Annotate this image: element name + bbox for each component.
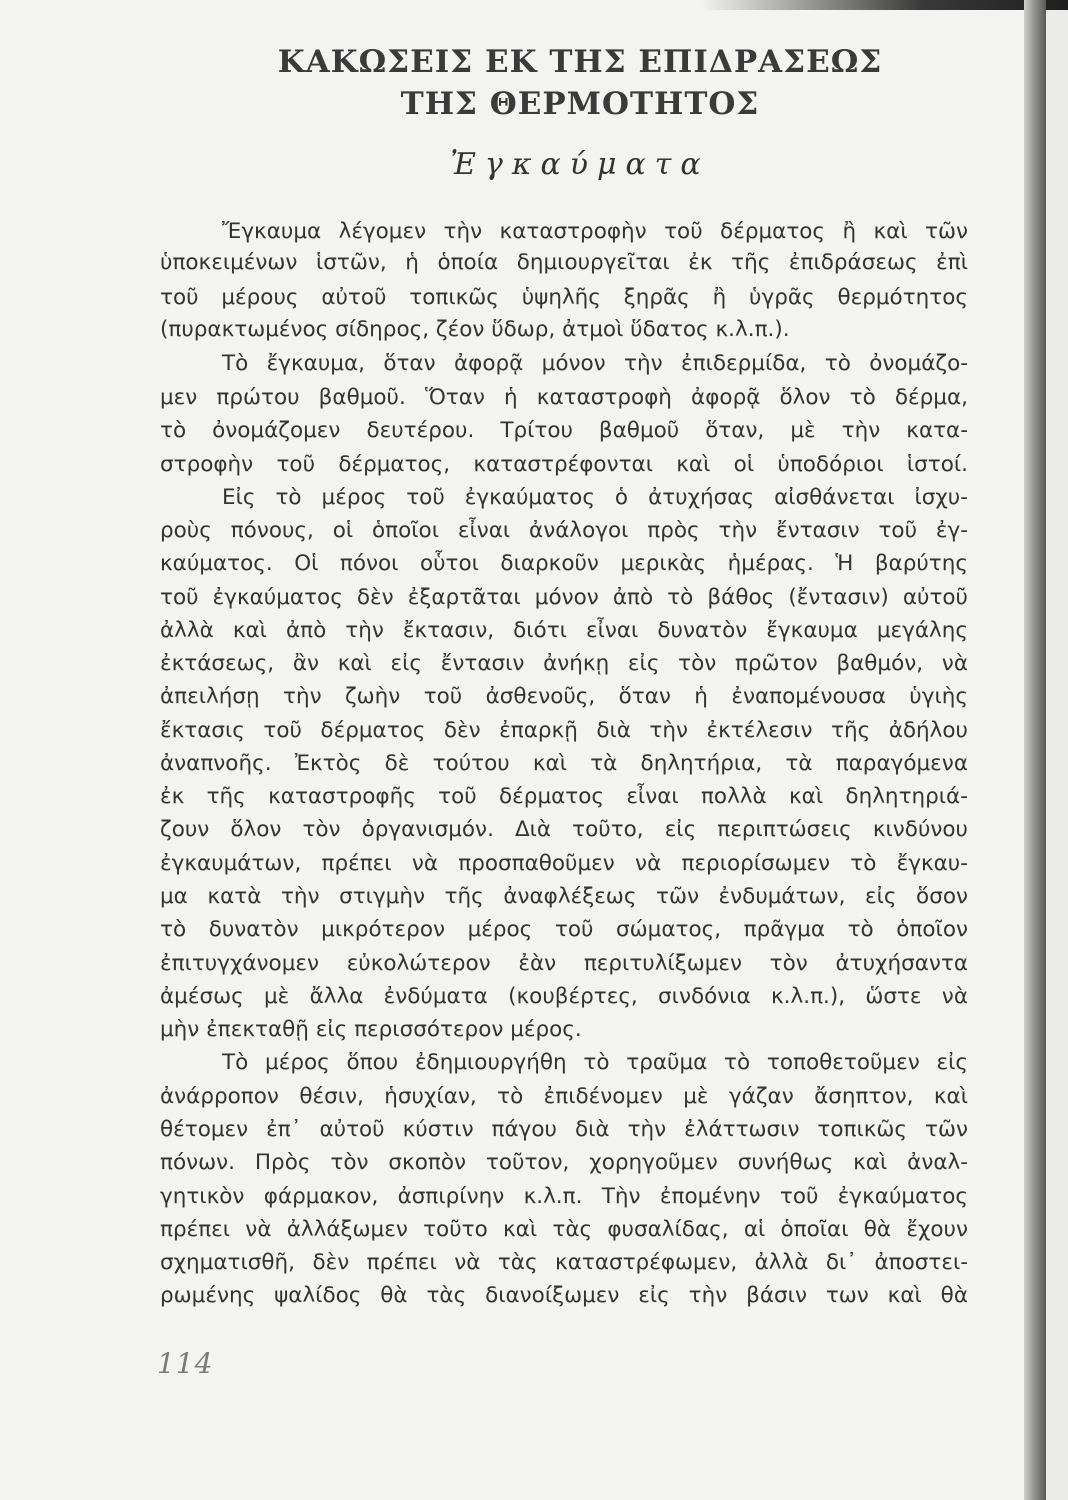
- text-line: τοῦ ἐγκαύματος δὲν ἐξαρτᾶται μόνον ἀπὸ τὸ βάθος (ἔντασιν) αὐτοῦ: [160, 585, 968, 610]
- text-line: ἀναπνοῆς. Ἐκτὸς δὲ τούτου καὶ τὰ δηλητήρια, τὰ παραγόμενα: [160, 751, 968, 776]
- text-line: ἐγκαυμάτων, πρέπει νὰ προσπαθοῦμεν νὰ περιορίσωμεν τὸ ἔγκαυ-: [160, 851, 968, 876]
- text-line: πρέπει νὰ ἀλλάξωμεν τοῦτο καὶ τὰς φυσαλίδας, αἱ ὁποῖαι θὰ ἔχουν: [160, 1217, 968, 1242]
- text-line: ἀλλὰ καὶ ἀπὸ τὴν ἔκτασιν, διότι εἶναι δυνατὸν ἔγκαυμα μεγάλης: [160, 618, 968, 643]
- text-line: στροφὴν τοῦ δέρματος, καταστρέφονται καὶ οἱ ὑποδόριοι ἱστοί.: [160, 452, 968, 477]
- text-line: ζουν ὅλον τὸν ὀργανισμόν. Διὰ τοῦτο, εἰς περιπτώσεις κινδύνου: [160, 817, 968, 842]
- text-line: ἀνάρροπον θέσιν, ἡσυχίαν, τὸ ἐπιδένομεν μὲ γάζαν ἄσηπτον, καὶ: [160, 1084, 968, 1109]
- text-line: ὑποκειμένων ἱστῶν, ἡ ὁποία δημιουργεῖται ἐκ τῆς ἐπιδράσεως ἐπὶ: [160, 250, 968, 275]
- text-line: πόνων. Πρὸς τὸν σκοπὸν τοῦτον, χορηγοῦμεν συνήθως καὶ ἀναλ-: [160, 1150, 968, 1175]
- page-number: 114: [157, 1347, 214, 1380]
- text-line: μα κατὰ τὴν στιγμὴν τῆς ἀναφλέξεως τῶν ἐνδυμάτων, εἰς ὅσον: [160, 884, 968, 909]
- chapter-title-line-1: ΚΑΚΩΣΕΙΣ ΕΚ ΤΗΣ ΕΠΙΔΡΑΣΕΩΣ: [277, 44, 883, 80]
- text-line: γητικὸν φάρμακον, ἀσπιρίνην κ.λ.π. Τὴν ἐπομένην τοῦ ἐγκαύματος: [160, 1184, 968, 1209]
- text-line: σχηματισθῆ, δὲν πρέπει νὰ τὰς καταστρέφωμεν, ἀλλὰ δι᾽ ἀποστει-: [160, 1250, 968, 1275]
- text-line: θέτομεν ἐπ᾽ αὐτοῦ κύστιν πάγου διὰ τὴν ἐλάττωσιν τοπικῶς τῶν: [160, 1117, 968, 1142]
- text-line: Τὸ ἔγκαυμα, ὅταν ἀφορᾷ μόνον τὴν ἐπιδερμίδα, τὸ ὀνομάζο-: [222, 351, 968, 376]
- chapter-title-line-2: ΤΗΣ ΘΕΡΜΟΤΗΤΟΣ: [400, 86, 760, 122]
- book-spine-shadow: [1024, 0, 1046, 1500]
- text-line: ἀμέσως μὲ ἄλλα ἐνδύματα (κουβέρτες, σινδόνια κ.λ.π.), ὥστε νὰ: [160, 984, 968, 1009]
- text-line: μὴν ἐπεκταθῇ εἰς περισσότερον μέρος.: [160, 1017, 582, 1042]
- text-line: καύματος. Οἱ πόνοι οὗτοι διαρκοῦν μερικὰς ἡμέρας. Ἡ βαρύτης: [160, 551, 968, 576]
- text-line: τὸ δυνατὸν μικρότερον μέρος τοῦ σώματος, πρᾶγμα τὸ ὁποῖον: [160, 917, 968, 942]
- text-line: τοῦ μέρους αὐτοῦ τοπικῶς ὑψηλῆς ξηρᾶς ἢ ὑγρᾶς θερμότητος: [160, 285, 968, 310]
- text-line: ἐπιτυγχάνομεν εὐκολώτερον ἐὰν περιτυλίξωμεν τὸν ἀτυχήσαντα: [160, 951, 968, 976]
- text-line: Ἔγκαυμα λέγομεν τὴν καταστροφὴν τοῦ δέρματος ἢ καὶ τῶν: [222, 219, 968, 244]
- text-line: ἐκτάσεως, ἂν καὶ εἰς ἔντασιν ἀνήκῃ εἰς τὸν πρῶτον βαθμόν, νὰ: [160, 651, 968, 676]
- text-line: ἐκ τῆς καταστροφῆς τοῦ δέρματος εἶναι πολλὰ καὶ δηλητηριά-: [160, 784, 968, 809]
- text-line: Εἰς τὸ μέρος τοῦ ἐγκαύματος ὁ ἀτυχήσας αἰσθάνεται ἰσχυ-: [222, 485, 968, 510]
- scan-edge-shadow: [700, 0, 1068, 10]
- section-heading: Ἐγκαύματα: [450, 147, 710, 182]
- text-line: μεν πρώτου βαθμοῦ. Ὅταν ἡ καταστροφὴ ἀφορᾷ ὅλον τὸ δέρμα,: [160, 385, 968, 410]
- text-line: ἀπειλήσῃ τὴν ζωὴν τοῦ ἀσθενοῦς, ὅταν ἡ ἐναπομένουσα ὑγιὴς: [160, 684, 968, 709]
- text-line: ρωμένης ψαλίδος θὰ τὰς διανοίξωμεν εἰς τὴν βάσιν των καὶ θὰ: [160, 1283, 968, 1308]
- text-line: (πυρακτωμένος σίδηρος, ζέον ὕδωρ, ἀτμοὶ ὕδατος κ.λ.π.).: [160, 317, 790, 342]
- text-line: ἔκτασις τοῦ δέρματος δὲν ἐπαρκῇ διὰ τὴν ἐκτέλεσιν τῆς ἀδήλου: [160, 718, 968, 743]
- text-line: Τὸ μέρος ὅπου ἐδημιουργήθη τὸ τραῦμα τὸ τοποθετοῦμεν εἰς: [222, 1050, 968, 1075]
- text-line: τὸ ὀνομάζομεν δευτέρου. Τρίτου βαθμοῦ ὅταν, μὲ τὴν κατα-: [160, 418, 968, 443]
- text-line: ροὺς πόνους, οἱ ὁποῖοι εἶναι ἀνάλογοι πρὸς τὴν ἔντασιν τοῦ ἐγ-: [160, 518, 968, 543]
